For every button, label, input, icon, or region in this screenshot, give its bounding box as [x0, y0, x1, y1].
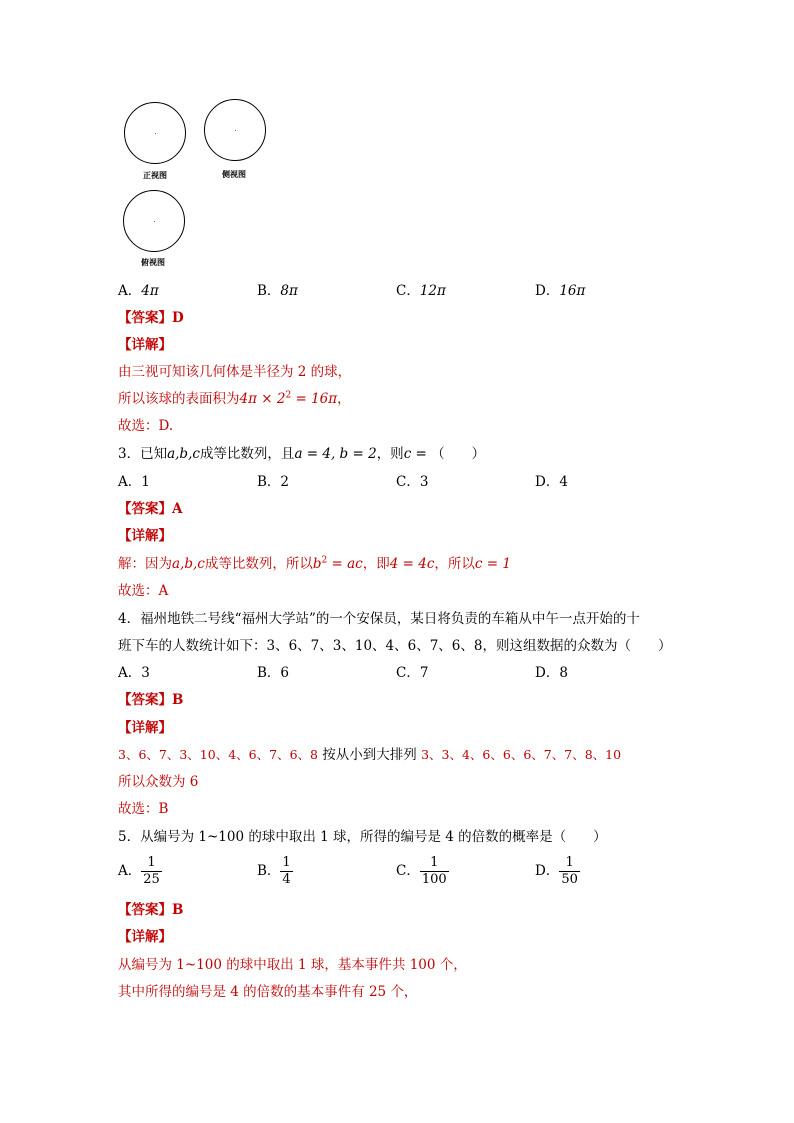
q3-option-c: C．3	[396, 474, 429, 490]
q2-explanation-2: 所以该球的表面积为$4\pi \times 2^2 = 16\pi$，	[118, 390, 351, 407]
q3-option-d: D．4	[535, 474, 568, 490]
q5-option-a: A． $\frac{1}{25}$	[118, 855, 160, 887]
q2-option-c: C．12π	[396, 283, 446, 299]
q2-option-d: D．16π	[535, 283, 586, 299]
q2-answer: 【答案】D	[118, 310, 184, 326]
side-view-center	[235, 130, 236, 131]
q5-answer: 【答案】B	[118, 902, 184, 918]
front-view-center	[155, 133, 156, 134]
q5-option-d: D． $\frac{1}{50}$	[535, 855, 578, 887]
q4-explanation-2: 所以众数为 6	[118, 774, 199, 790]
front-view-label: 正视图	[143, 170, 167, 180]
q5-option-b: B． $\frac{1}{4}$	[257, 855, 291, 887]
q2-detail-label: 【详解】	[118, 337, 172, 353]
q4-option-b: B．6	[257, 665, 290, 681]
q3-stem: 3．已知a,b,c成等比数列，且a = 4, b = 2，则c = （ ）	[118, 446, 486, 462]
q4-detail-label: 【详解】	[118, 720, 172, 736]
q2-option-a: A．4π	[118, 283, 159, 299]
q3-option-b: B．2	[257, 474, 290, 490]
q2-choose: 故选：D.	[118, 418, 174, 434]
q5-explanation-2: 其中所得的编号是 4 的倍数的基本事件有 25 个，	[118, 984, 418, 1000]
q4-explanation-1: 3、6、7、3、10、4、6、7、6、8 按从小到大排列 3、3、4、6、6、6、7、7、8、10	[118, 747, 622, 763]
q4-stem-2: 班下车的人数统计如下：3、6、7、3、10、4、6、7、6、8，则这组数据的众数为（ ）	[118, 638, 672, 654]
q3-answer: 【答案】A	[118, 501, 183, 517]
q3-explanation: 解：因为a,b,c成等比数列，所以$b^2$ = ac，即4 = 4c，所以c = 1	[118, 555, 511, 572]
top-view-label: 俯视图	[141, 257, 165, 267]
q4-option-a: A．3	[118, 665, 150, 681]
q4-stem-1: 4．福州地铁二号线“福州大学站”的一个安保员，某日将负责的车箱从中午一点开始的十	[118, 611, 640, 627]
q2-option-b: B．8π	[257, 283, 298, 299]
q3-choose: 故选：A	[118, 583, 169, 599]
q5-detail-label: 【详解】	[118, 929, 172, 945]
q4-option-c: C．7	[396, 665, 429, 681]
q5-stem: 5．从编号为 1~100 的球中取出 1 球，所得的编号是 4 的倍数的概率是（ ）	[118, 829, 607, 845]
top-view-center	[154, 221, 155, 222]
q4-answer: 【答案】B	[118, 692, 184, 708]
q5-option-c: C． $\frac{1}{100}$	[396, 855, 447, 887]
q3-option-a: A．1	[118, 474, 150, 490]
side-view-label: 侧视图	[222, 169, 246, 179]
q4-choose: 故选：B	[118, 801, 169, 817]
q3-detail-label: 【详解】	[118, 528, 172, 544]
q4-option-d: D．8	[535, 665, 568, 681]
q5-explanation-1: 从编号为 1~100 的球中取出 1 球，基本事件共 100 个，	[118, 957, 467, 973]
q2-explanation-1: 由三视可知该几何体是半径为 2 的球，	[118, 364, 352, 380]
